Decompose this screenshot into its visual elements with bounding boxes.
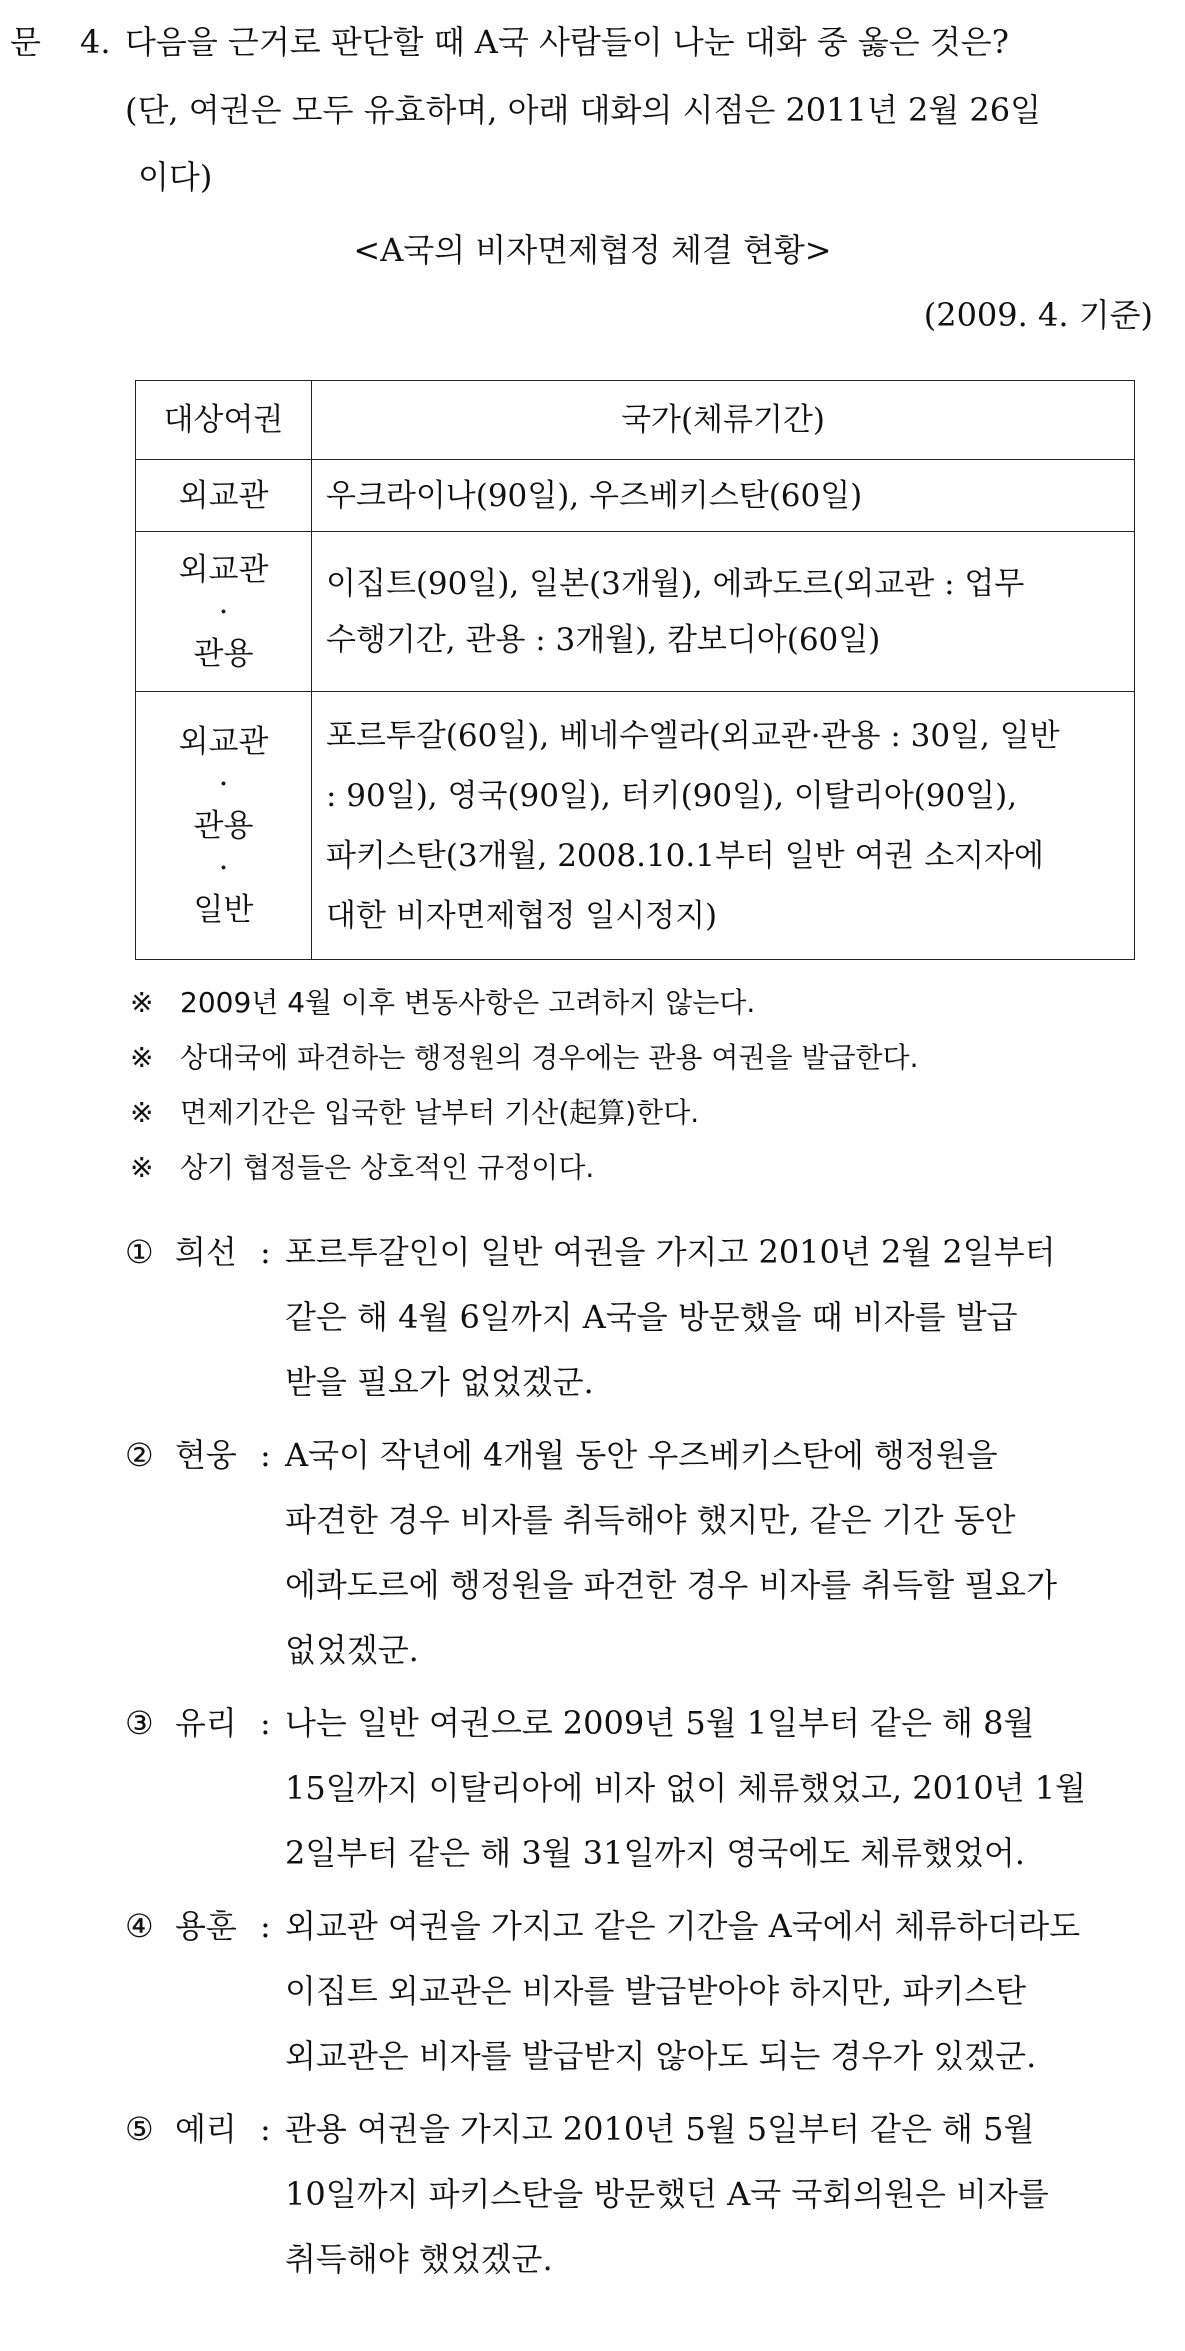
passport-type-label: 외교관	[178, 723, 269, 760]
header-countries: 국가(체류기간)	[312, 381, 1135, 460]
option-line: 에콰도르에 행정원을 파견한 경우 비자를 취득할 필요가	[285, 1566, 1058, 1604]
option-line: 취득해야 했었겠군.	[285, 2240, 553, 2278]
answer-options	[125, 1220, 1160, 2292]
passport-type-label: 일반	[193, 891, 254, 928]
option-line: 파견한 경우 비자를 취득해야 했지만, 같은 기간 동안	[285, 1501, 1016, 1539]
table-title: <A국의 비자면제협정 체결 현황>	[353, 231, 832, 269]
countries-line: 대한 비자면제협정 일시정지)	[326, 897, 718, 934]
option-number: ②	[125, 1436, 154, 1474]
passport-type-label: 외교관	[178, 551, 269, 588]
passport-type-label: 관용	[193, 635, 254, 672]
option-text	[285, 1220, 1160, 1415]
note-text: 면제기간은 입국한 날부터 기산(起算)한다.	[180, 1096, 700, 1129]
countries-line: 이집트(90일), 일본(3개월), 에콰도르(외교관 : 업무	[326, 565, 1025, 602]
note-mark: ※	[130, 986, 154, 1019]
answer-option-5[interactable]	[125, 2097, 1160, 2292]
option-line: 포르투갈인이 일반 여권을 가지고 2010년 2월 2일부터	[285, 1233, 1056, 1271]
option-line: 15일까지 이탈리아에 비자 없이 체류했었고, 2010년 1월	[285, 1769, 1087, 1807]
option-line: 없었겠군.	[285, 1631, 419, 1669]
passport-type-cell	[136, 532, 312, 692]
option-speaker: 유리	[175, 1704, 237, 1742]
question-number: 4.	[80, 23, 111, 61]
table-row	[136, 692, 1135, 960]
option-number: ⑤	[125, 2110, 154, 2148]
table-header-row	[136, 381, 1135, 460]
passport-type-label: 관용	[193, 807, 254, 844]
note-text: 2009년 4월 이후 변동사항은 고려하지 않는다.	[180, 986, 756, 1019]
basis-date: (2009. 4. 기준)	[923, 296, 1153, 334]
countries-line: 파키스탄(3개월, 2008.10.1부터 일반 여권 소지자에	[326, 837, 1044, 874]
question-prefix: 문	[10, 23, 41, 61]
countries-cell	[312, 692, 1135, 960]
option-line: 외교관 여권을 가지고 같은 기간을 A국에서 체류하더라도	[285, 1907, 1081, 1945]
notes-list	[130, 975, 1140, 1195]
option-line: 나는 일반 여권으로 2009년 5월 1일부터 같은 해 8월	[285, 1704, 1035, 1742]
countries-line: 포르투갈(60일), 베네수엘라(외교관·관용 : 30일, 일반	[326, 717, 1060, 754]
note-text: 상대국에 파견하는 행정원의 경우에는 관용 여권을 발급한다.	[180, 1041, 919, 1074]
table-row	[136, 532, 1135, 692]
answer-option-2[interactable]	[125, 1423, 1160, 1683]
option-separator: :	[260, 1907, 271, 1945]
answer-option-4[interactable]	[125, 1894, 1160, 2089]
passport-type-cell	[136, 460, 312, 532]
option-speaker: 희선	[175, 1233, 237, 1271]
passport-type-label: 외교관	[178, 477, 269, 514]
header-passport-type: 대상여권	[136, 381, 312, 460]
option-separator: :	[260, 1436, 271, 1474]
option-line: 2일부터 같은 해 3월 31일까지 영국에도 체류했었어.	[285, 1834, 1025, 1872]
option-line: A국이 작년에 4개월 동안 우즈베키스탄에 행정원을	[285, 1436, 998, 1474]
countries-cell	[312, 460, 1135, 532]
answer-option-1[interactable]	[125, 1220, 1160, 1415]
countries-line: : 90일), 영국(90일), 터키(90일), 이탈리아(90일),	[326, 777, 1018, 814]
option-text	[285, 2097, 1160, 2292]
option-line: 같은 해 4월 6일까지 A국을 방문했을 때 비자를 발급	[285, 1298, 1018, 1336]
question-stem-line-2: (단, 여권은 모두 유효하며, 아래 대화의 시점은 2011년 2월 26일	[125, 91, 1042, 129]
note-item	[130, 1140, 1140, 1195]
passport-type-separator: ·	[218, 849, 229, 886]
answer-option-3[interactable]	[125, 1691, 1160, 1886]
option-speaker: 용훈	[175, 1907, 237, 1945]
option-line: 외교관은 비자를 발급받지 않아도 되는 경우가 있겠군.	[285, 2037, 1037, 2075]
passport-type-separator: ·	[218, 765, 229, 802]
note-text: 상기 협정들은 상호적인 규정이다.	[180, 1151, 595, 1184]
note-item	[130, 1085, 1140, 1140]
countries-cell	[312, 532, 1135, 692]
option-speaker: 현웅	[175, 1436, 237, 1474]
question-stem-line-3: 이다)	[138, 158, 213, 196]
option-line: 이집트 외교관은 비자를 발급받아야 하지만, 파키스탄	[285, 1972, 1027, 2010]
option-number: ③	[125, 1704, 154, 1742]
table-row	[136, 460, 1135, 532]
note-item	[130, 1030, 1140, 1085]
option-line: 받을 필요가 없었겠군.	[285, 1363, 594, 1401]
countries-line: 우크라이나(90일), 우즈베키스탄(60일)	[326, 477, 863, 514]
passport-type-cell	[136, 692, 312, 960]
option-separator: :	[260, 1233, 271, 1271]
option-speaker: 예리	[175, 2110, 237, 2148]
option-separator: :	[260, 2110, 271, 2148]
question-stem-line-1: 다음을 근거로 판단할 때 A국 사람들이 나눈 대화 중 옳은 것은?	[125, 23, 1009, 61]
option-text	[285, 1894, 1160, 2089]
option-number: ①	[125, 1233, 154, 1271]
option-text	[285, 1691, 1160, 1886]
passport-type-separator: ·	[218, 593, 229, 630]
note-mark: ※	[130, 1096, 154, 1129]
option-text	[285, 1423, 1160, 1683]
option-line: 10일까지 파키스탄을 방문했던 A국 국회의원은 비자를	[285, 2175, 1049, 2213]
note-mark: ※	[130, 1151, 154, 1184]
note-mark: ※	[130, 1041, 154, 1074]
option-number: ④	[125, 1907, 154, 1945]
option-separator: :	[260, 1704, 271, 1742]
note-item	[130, 975, 1140, 1030]
countries-line: 수행기간, 관용 : 3개월), 캄보디아(60일)	[326, 621, 881, 658]
option-line: 관용 여권을 가지고 2010년 5월 5일부터 같은 해 5월	[285, 2110, 1035, 2148]
visa-waiver-table	[135, 380, 1135, 960]
